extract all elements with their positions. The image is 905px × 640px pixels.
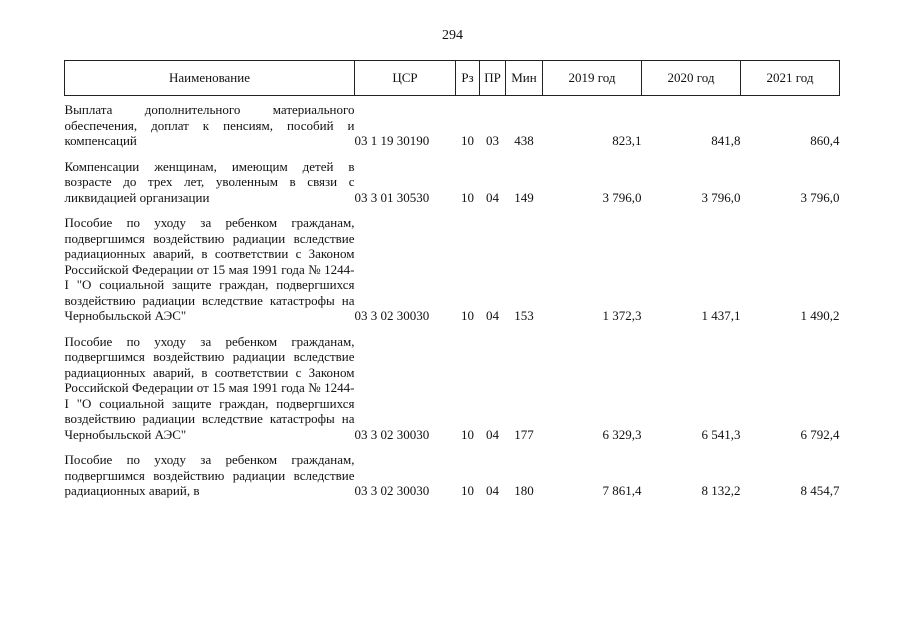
- table-row: [65, 159, 840, 206]
- row-name: Пособие по уходу за ребенком гражданам, подвергшимся воздействию радиации вследствие радиационных аварий, в соответствии с Законом Российской Федерации от 15 мая 1991 года № 1244-I "О социальной защите граждан, подвергшихся воздействию радиации вследствие катастрофы на Чернобыльской АЭС": [64, 215, 355, 323]
- row-2020: 841,8: [711, 133, 741, 148]
- row-csr: 03 3 02 30030: [354, 483, 430, 498]
- row-min: 149: [514, 189, 534, 205]
- table-header-row: [65, 61, 840, 96]
- table-row: [65, 215, 840, 324]
- row-name: Пособие по уходу за ребенком гражданам, подвергшимся воздействию радиации вследствие радиационных аварий, в: [64, 452, 355, 498]
- row-2020: 3 796,0: [701, 189, 741, 205]
- row-2019: 3 796,0: [602, 189, 642, 205]
- row-rz: 10: [461, 426, 474, 442]
- row-2021: 3 796,0: [800, 189, 840, 205]
- row-min: 153: [514, 308, 534, 323]
- row-rz: 10: [461, 483, 474, 498]
- row-pr: 04: [486, 189, 499, 205]
- header-name: Наименование: [65, 61, 355, 96]
- row-pr: 04: [486, 426, 499, 442]
- row-pr: 04: [486, 308, 499, 323]
- row-2019: 6 329,3: [602, 426, 642, 442]
- row-name: Выплата дополнительного материального обеспечения, доплат к пенсиям, пособий и компенсаций: [64, 102, 355, 148]
- row-csr: 03 3 02 30030: [354, 308, 430, 323]
- row-2019: 823,1: [612, 133, 642, 148]
- header-2021: 2021 год: [741, 61, 840, 96]
- header-rz: Рз: [456, 61, 480, 96]
- header-2019: 2019 год: [543, 61, 642, 96]
- row-2021: 1 490,2: [800, 308, 840, 323]
- header-2020: 2020 год: [642, 61, 741, 96]
- row-2020: 6 541,3: [701, 426, 741, 442]
- row-min: 438: [514, 133, 534, 148]
- budget-table: [64, 60, 840, 499]
- row-rz: 10: [461, 133, 474, 148]
- table-row: [65, 334, 840, 443]
- page-number: 294: [442, 28, 463, 43]
- row-2020: 1 437,1: [701, 308, 741, 323]
- header-pr: ПР: [480, 61, 506, 96]
- row-2020: 8 132,2: [701, 483, 741, 498]
- row-pr: 03: [486, 133, 499, 148]
- row-rz: 10: [461, 308, 474, 323]
- table-row: [65, 452, 840, 499]
- row-name: Компенсации женщинам, имеющим детей в возрасте до трех лет, уволенным в связи с ликвидацией организации: [64, 158, 355, 205]
- table-row: [65, 102, 840, 149]
- row-name: Пособие по уходу за ребенком гражданам, подвергшимся воздействию радиации вследствие радиационных аварий, в соответствии с Законом Российской Федерации от 15 мая 1991 года № 1244-I "О социальной защите граждан, подвергшихся воздействию радиации вследствие катастрофы на Чернобыльской АЭС": [64, 333, 355, 442]
- row-csr: 03 3 01 30530: [354, 189, 430, 205]
- row-csr: 03 3 02 30030: [354, 426, 430, 442]
- header-min: Мин: [506, 61, 543, 96]
- row-min: 177: [514, 426, 534, 442]
- header-csr: ЦСР: [355, 61, 456, 96]
- row-2021: 8 454,7: [800, 483, 840, 498]
- row-rz: 10: [461, 189, 474, 205]
- row-csr: 03 1 19 30190: [354, 133, 430, 148]
- row-2021: 860,4: [810, 133, 840, 148]
- row-min: 180: [514, 483, 534, 498]
- row-pr: 04: [486, 483, 499, 498]
- row-2019: 7 861,4: [602, 483, 642, 498]
- row-2021: 6 792,4: [800, 426, 840, 442]
- row-2019: 1 372,3: [602, 308, 642, 323]
